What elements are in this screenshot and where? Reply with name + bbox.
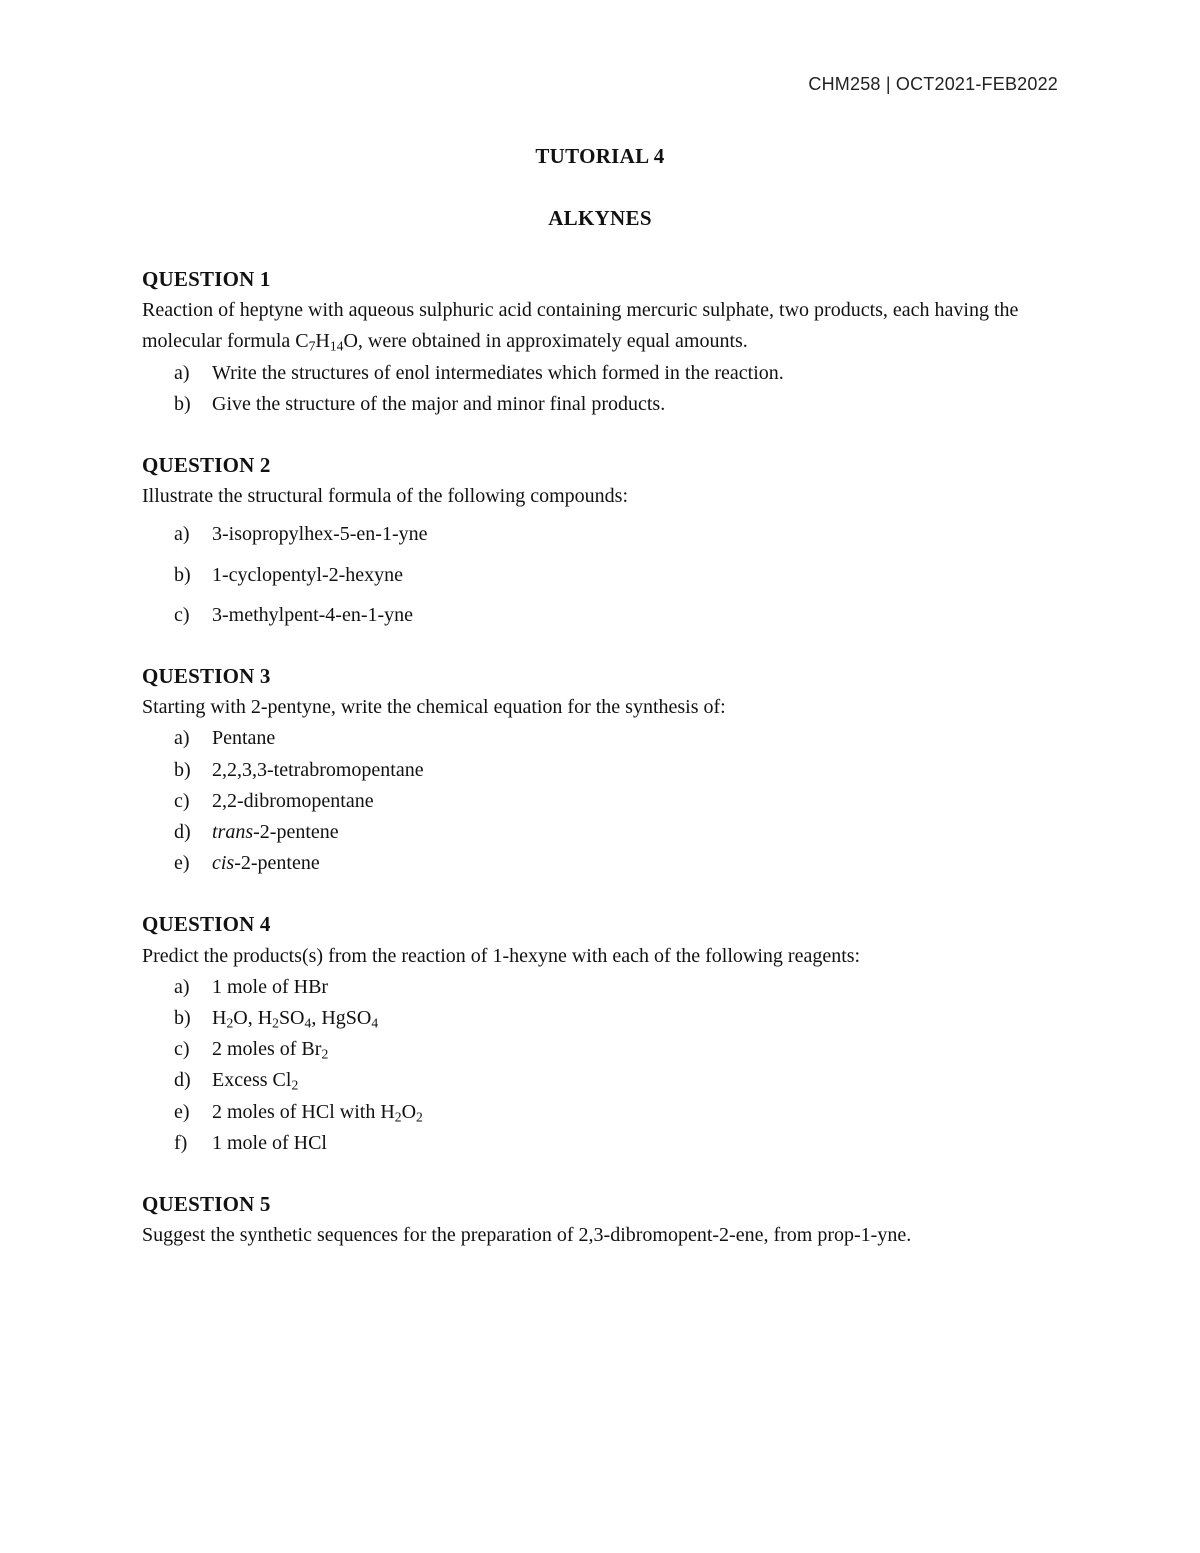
- list-item: [142, 560, 1062, 591]
- option-marker: b): [174, 758, 191, 781]
- list-item: [142, 389, 1062, 420]
- list-item: [142, 519, 1062, 550]
- option-text-rest: -2-pentene: [253, 821, 339, 844]
- italic-prefix: cis: [212, 852, 235, 875]
- option-marker: c): [174, 1038, 190, 1061]
- formula-part: O: [401, 1100, 417, 1123]
- formula-part: O, H: [233, 1007, 273, 1030]
- option-marker: a): [174, 975, 190, 998]
- question-5-heading: QUESTION 5: [142, 1192, 271, 1217]
- subscript: 4: [371, 1015, 379, 1031]
- option-text: [212, 848, 320, 879]
- question-4-options: [142, 972, 1062, 1159]
- question-5: [142, 1189, 1062, 1251]
- option-text: [212, 1003, 378, 1034]
- subscript: 2: [321, 1046, 329, 1062]
- list-item: [142, 1003, 1062, 1034]
- option-text: 1 mole of HBr: [212, 975, 329, 998]
- option-text: 1 mole of HCl: [212, 1131, 327, 1154]
- list-item: [142, 786, 1062, 817]
- question-4-heading: QUESTION 4: [142, 912, 271, 937]
- question-3: [142, 661, 1062, 879]
- list-item: [142, 972, 1062, 1003]
- subscript: 7: [308, 338, 316, 354]
- option-marker: b): [174, 1007, 191, 1030]
- option-text: 1-cyclopentyl-2-hexyne: [212, 563, 404, 586]
- list-item: [142, 817, 1062, 848]
- question-2: [142, 450, 1062, 631]
- option-text: Give the structure of the major and minor final products.: [212, 392, 666, 415]
- list-item: [142, 848, 1062, 879]
- option-text-rest: -2-pentene: [234, 852, 320, 875]
- option-marker: e): [174, 852, 190, 875]
- option-text: [212, 1097, 423, 1128]
- subscript: 2: [416, 1109, 423, 1125]
- list-item: [142, 600, 1062, 631]
- option-marker: c): [174, 603, 190, 626]
- page-subtitle: ALKYNES: [548, 206, 652, 230]
- option-text: [212, 1065, 298, 1096]
- option-text: 2,2-dibromopentane: [212, 789, 374, 812]
- list-item: [142, 358, 1062, 389]
- subscript: 4: [304, 1015, 312, 1031]
- option-text: [212, 817, 339, 848]
- option-text: Write the structures of enol intermediates which formed in the reaction.: [212, 361, 784, 384]
- option-marker: a): [174, 523, 190, 546]
- question-2-options: [142, 519, 1062, 631]
- subscript: 2: [272, 1015, 279, 1031]
- question-1-intro-text: H: [315, 330, 330, 353]
- question-2-heading: QUESTION 2: [142, 453, 271, 478]
- list-item: [142, 1034, 1062, 1065]
- option-marker: f): [174, 1131, 188, 1154]
- list-item: [142, 723, 1062, 754]
- option-marker: d): [174, 1069, 191, 1092]
- page-header: CHM258 | OCT2021-FEB2022: [808, 74, 1058, 94]
- option-marker: b): [174, 563, 191, 586]
- option-marker: b): [174, 392, 191, 415]
- question-3-intro: Starting with 2-pentyne, write the chemical equation for the synthesis of:: [142, 696, 726, 719]
- page-title: TUTORIAL 4: [535, 144, 665, 168]
- question-1-options: [142, 358, 1062, 420]
- list-item: [142, 755, 1062, 786]
- formula-part: 2 moles of HCl with H: [212, 1100, 395, 1123]
- subscript: 2: [226, 1015, 234, 1031]
- formula-part: H: [212, 1007, 227, 1030]
- option-text: 2,2,3,3-tetrabromopentane: [212, 758, 424, 781]
- list-item: [142, 1128, 1062, 1159]
- question-4: [142, 909, 1062, 1159]
- option-marker: a): [174, 361, 190, 384]
- subscript: 2: [291, 1077, 299, 1093]
- formula-part: SO: [278, 1007, 305, 1030]
- option-text: Pentane: [212, 727, 276, 750]
- option-marker: c): [174, 789, 190, 812]
- option-marker: d): [174, 821, 191, 844]
- questions: [142, 264, 1062, 1281]
- subscript: 2: [394, 1109, 402, 1125]
- option-text: 3-methylpent-4-en-1-yne: [212, 603, 414, 626]
- list-item: [142, 1097, 1062, 1128]
- option-text: 3-isopropylhex-5-en-1-yne: [212, 523, 428, 546]
- list-item: [142, 1065, 1062, 1096]
- italic-prefix: trans: [212, 821, 254, 844]
- question-1-intro: [142, 295, 1062, 357]
- option-text: [212, 1034, 328, 1065]
- question-3-heading: QUESTION 3: [142, 664, 271, 689]
- formula-part: , HgSO: [311, 1007, 372, 1030]
- question-1-intro-text: Reaction of heptyne with aqueous sulphuric acid containing mercuric sulphate, two products, each having the molecular formula C: [142, 299, 1019, 353]
- question-3-options: [142, 723, 1062, 879]
- subscript: 14: [329, 338, 344, 354]
- formula-part: Excess Cl: [212, 1069, 292, 1092]
- question-2-intro: Illustrate the structural formula of the following compounds:: [142, 485, 628, 508]
- formula-part: 2 moles of Br: [212, 1038, 322, 1061]
- question-4-intro: Predict the products(s) from the reaction of 1-hexyne with each of the following reagents:: [142, 944, 861, 967]
- question-1: [142, 264, 1062, 420]
- question-1-heading: QUESTION 1: [142, 267, 271, 291]
- question-1-intro-text: O, were obtained in approximately equal amounts.: [343, 330, 748, 353]
- option-marker: e): [174, 1100, 190, 1123]
- question-5-intro: Suggest the synthetic sequences for the preparation of 2,3-dibromopent-2-ene, from prop-1-yne.: [142, 1224, 912, 1247]
- option-marker: a): [174, 727, 190, 750]
